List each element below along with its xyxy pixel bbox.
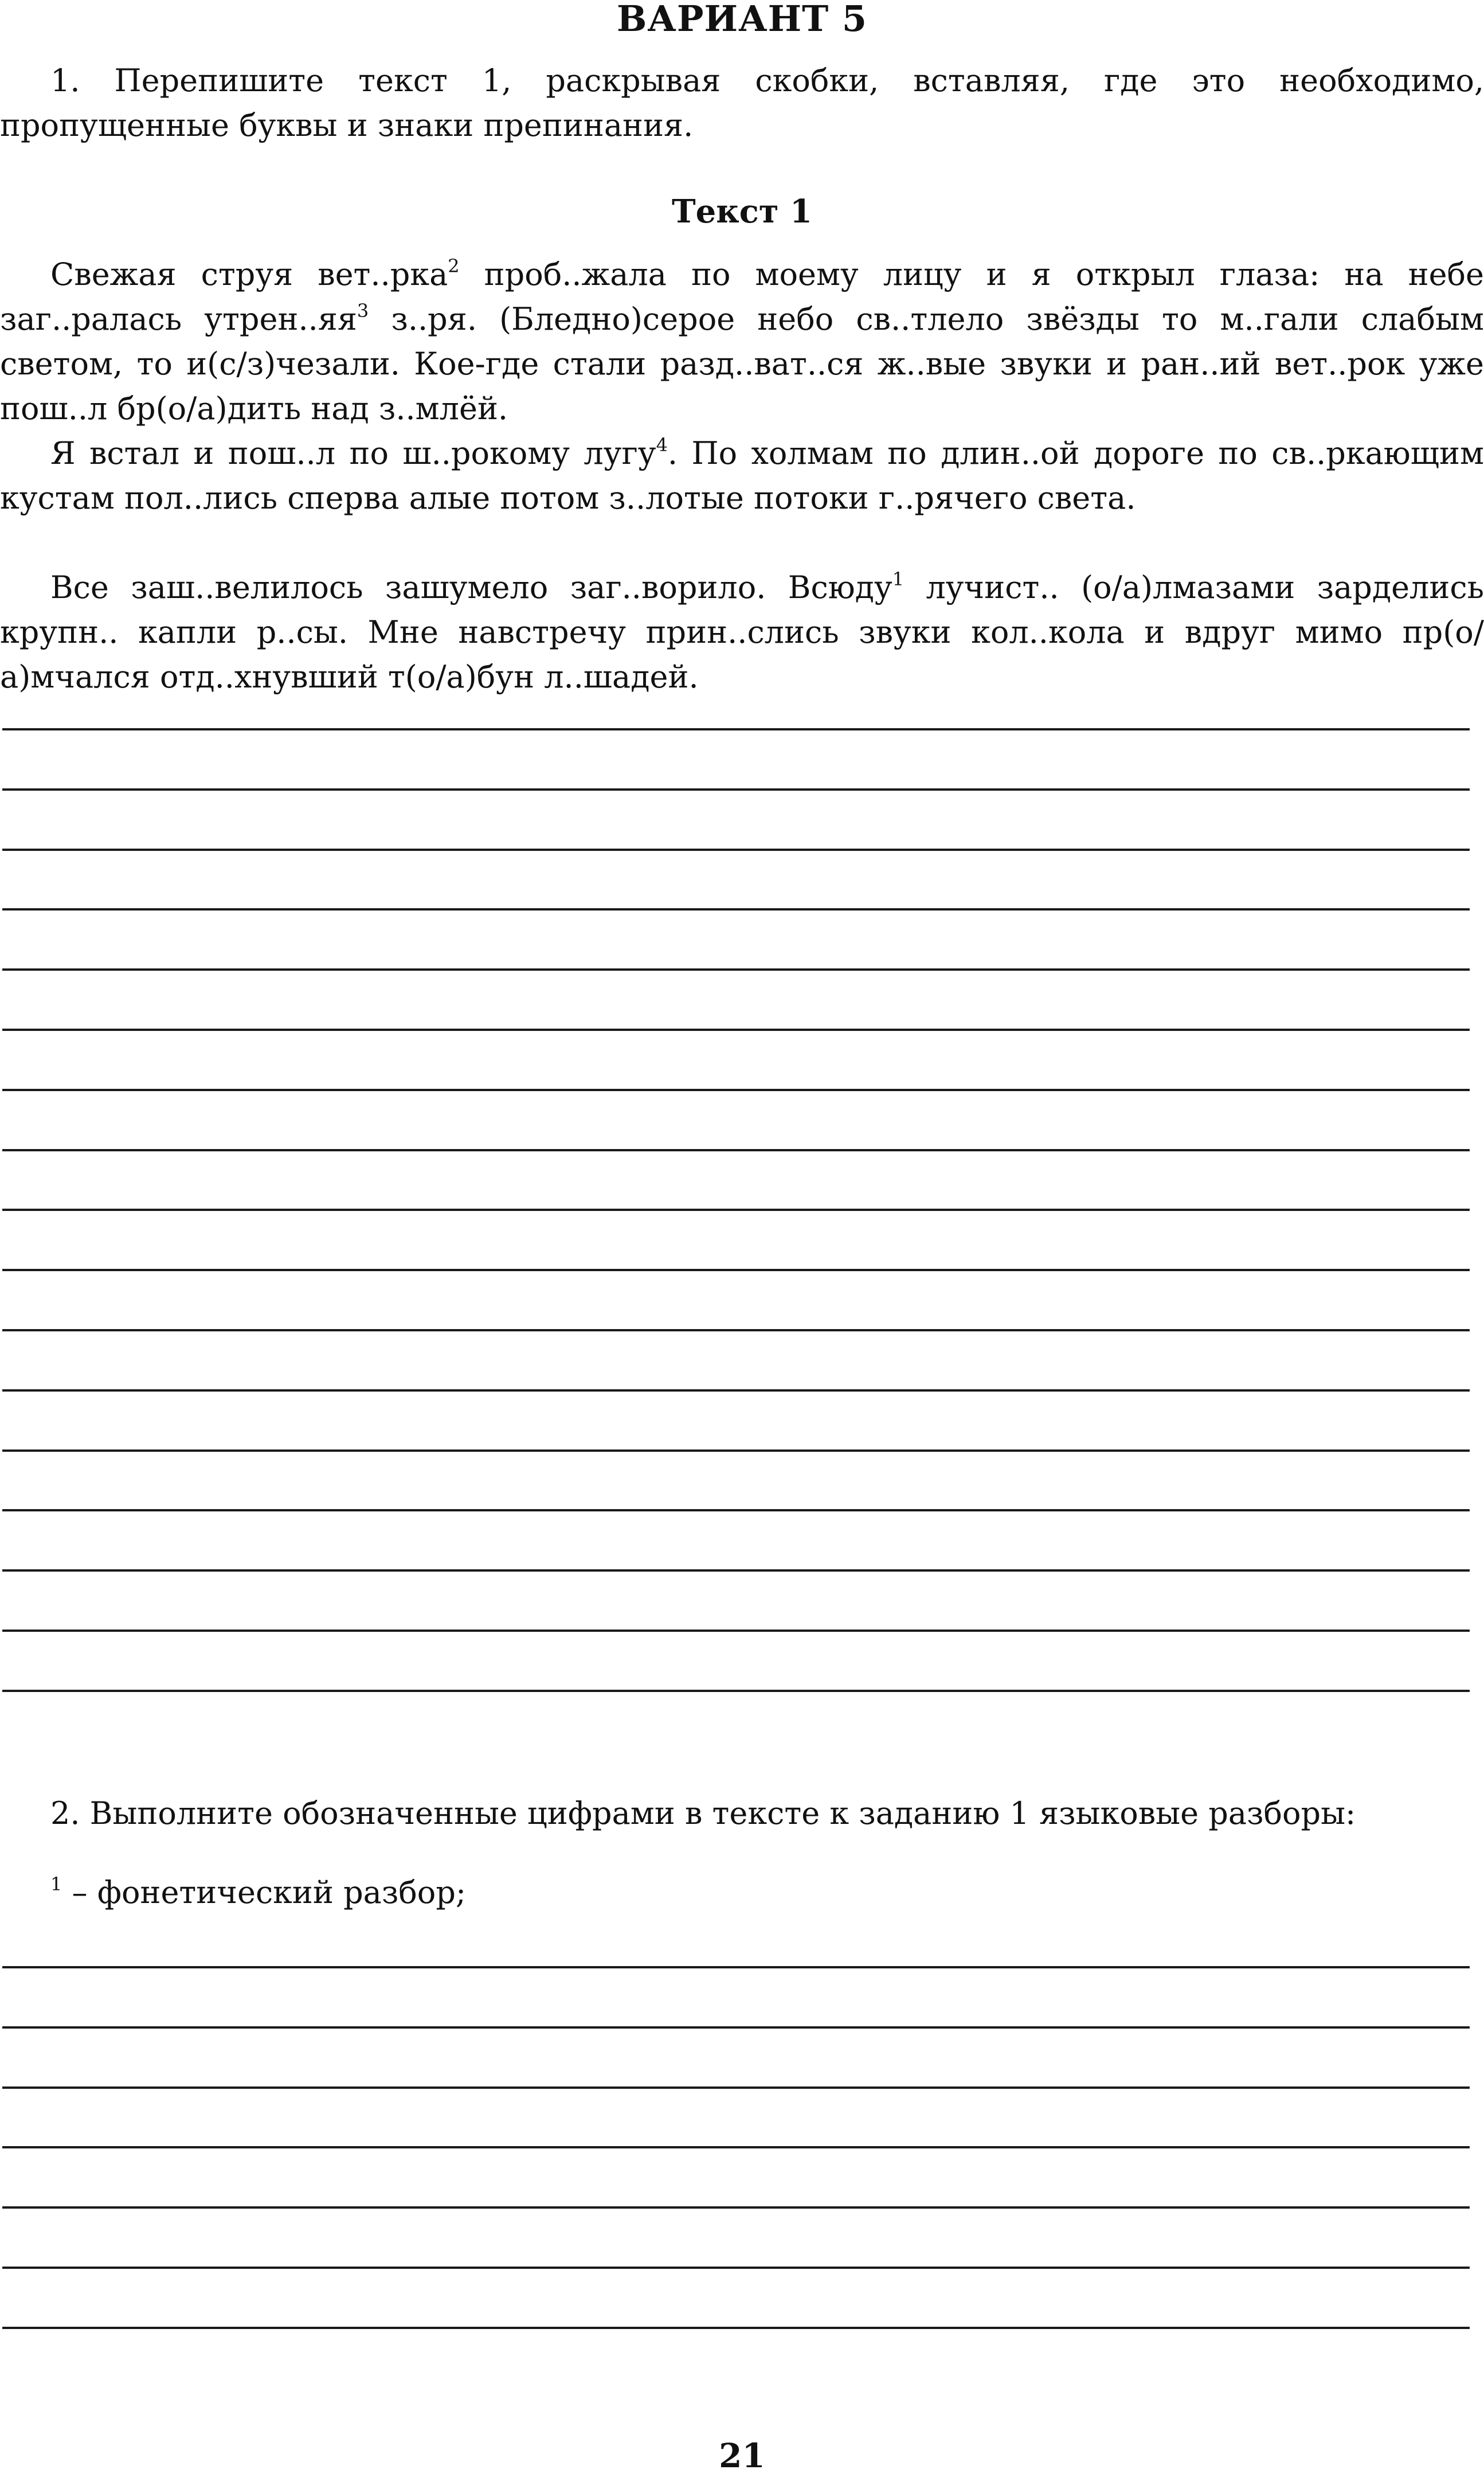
text-segment: Свежая струя вет..рка <box>50 256 448 292</box>
text-segment: Все заш..велилось зашумело заг..ворило. Всюду <box>50 569 892 605</box>
answer-line <box>2 1966 1470 1968</box>
answer-line <box>2 1209 1470 1211</box>
task1-instruction: 1. Перепишите текст 1, раскрывая скобки, вставляя, где это необходимо, пропущенные буквы и знаки препинания. <box>0 62 1484 143</box>
answer-line <box>2 2026 1470 2029</box>
text1-title: Текст 1 <box>672 193 812 230</box>
answer-line <box>2 1029 1470 1031</box>
answer-line <box>2 1389 1470 1392</box>
answer-line <box>2 2086 1470 2089</box>
answer-line <box>2 1569 1470 1572</box>
text-segment: проб..жала по моему лицу и я открыл глаза: на небе заг..ралась утрен..яя <box>0 256 1484 337</box>
answer-line <box>2 2206 1470 2209</box>
task2-instruction: 2. Выполните обозначенные цифрами в тексте к заданию 1 языковые разборы: <box>50 1795 1356 1831</box>
text-segment: . По холмам по длин..ой дороге по св..ркающим кустам пол..лись сперва алые потом з..лотые потоки г..рячего света. <box>0 435 1484 516</box>
answer-line <box>2 1630 1470 1632</box>
page-number: 21 <box>719 2436 765 2475</box>
answer-line <box>2 1149 1470 1151</box>
task2-subtask-phonetic <box>0 1870 1484 1915</box>
text-segment: Я встал и пош..л по ш..рокому лугу <box>50 435 656 471</box>
answer-line <box>2 1329 1470 1331</box>
answer-line <box>2 2327 1470 2329</box>
answer-line <box>2 728 1470 730</box>
variant-title: ВАРИАНТ 5 <box>616 0 868 40</box>
answer-line <box>2 968 1470 971</box>
answer-line <box>2 1089 1470 1091</box>
text1-paragraph-1 <box>0 252 1484 431</box>
footnote-marker: 4 <box>656 434 668 456</box>
answer-line <box>2 2146 1470 2148</box>
subtask-label: – фонетический разбор; <box>62 1874 467 1910</box>
footnote-marker: 2 <box>448 255 460 277</box>
answer-line <box>2 1690 1470 1692</box>
text-segment: лучист.. (о/а)лмазами зарделись крупн.. капли р..сы. Мне навстречу прин..слись звуки кол..кола и вдруг мимо пр(о/а)мчался отд..хнувший т(о/а)бун л..шадей. <box>0 569 1484 695</box>
answer-line <box>2 1509 1470 1511</box>
subtask-marker: 1 <box>50 1873 62 1895</box>
answer-line <box>2 2267 1470 2269</box>
answer-line <box>2 908 1470 911</box>
answer-line <box>2 1449 1470 1452</box>
answer-line <box>2 849 1470 851</box>
answer-line <box>2 788 1470 791</box>
answer-line <box>2 1269 1470 1271</box>
footnote-marker: 3 <box>357 300 369 322</box>
text1-paragraph-2 <box>0 431 1484 521</box>
text1-paragraph-3 <box>0 565 1484 700</box>
text-segment: з..ря. (Бледно)серое небо св..тлело звёзды то м..гали слабым светом, то и(с/з)чезали. Кое-где стали разд..ват..ся ж..вые звуки и ран..ий вет..рок уже пош..л бр(о/а)дить над з..млёй. <box>0 301 1484 427</box>
footnote-marker: 1 <box>892 568 905 590</box>
